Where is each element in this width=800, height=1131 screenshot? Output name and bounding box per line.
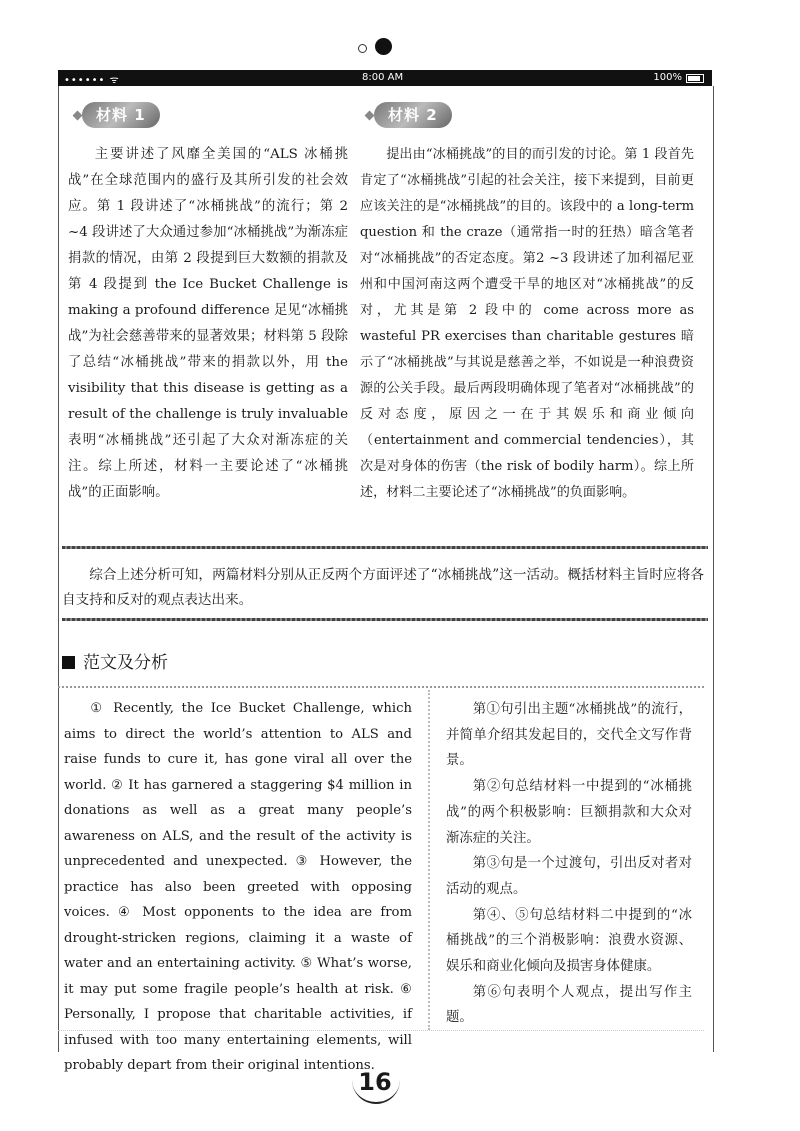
ring-icon <box>358 44 367 53</box>
material2-text: 提出由“冰桶挑战”的目的而引发的讨论。第 1 段首先肯定了“冰桶挑战”引起的社会关注，接下来提到，目前更应该关注的是“冰桶挑战”的目的。该段中的 a long-term question 和 the craze（通常指一时的狂热）暗含笔者对“冰桶挑战”的否定态度。第2 ~3 段讲述了加利福尼亚州和中国河南这两个遭受干旱的地区对“冰桶挑战”的反对，尤其是第 2 段中的 come across more as wasteful PR exercises than charitable gestures 暗示了“冰桶挑战”与其说是慈善之举，不如说是一种浪费资源的公关手段。最后两段明确体现了笔者对“冰桶挑战”的反对态度，原因之一在于其娱乐和商业倾向（entertainment and commercial tendencies），其次是对身体的伤害（the risk of bodily harm）。综上所述，材料二主要论述了“冰桶挑战”的负面影响。 <box>360 147 694 500</box>
material1-badge: 材料 1 <box>82 102 160 128</box>
signal-wifi-icon: •••••• ᯤ <box>64 75 120 86</box>
material2-column <box>360 102 694 506</box>
summary-text: 综合上述分析可知，两篇材料分别从正反两个方面评述了“冰桶挑战”这一活动。概括材料主旨时应将各自支持和反对的观点表达出来。 <box>62 567 704 608</box>
divider-top <box>62 546 708 549</box>
square-bullet-icon <box>62 656 75 669</box>
battery-percent: 100% <box>653 72 682 83</box>
battery-icon <box>686 74 704 83</box>
status-time: 8:00 AM <box>362 72 404 83</box>
essay-box-divider <box>428 690 430 1030</box>
material1-text: 主要讲述了风靡全美国的“ALS 冰桶挑战”在全球范围内的盛行及其所引发的社会效应。第 1 段讲述了“冰桶挑战”的流行；第 2 ~4 段讲述了大众通过参加“冰桶挑战”为渐冻症捐款的情况，由第 2 段提到巨大数额的捐款及第 4 段提到 the Ice Bucket Challenge is making a profound difference 足见“冰桶挑战”为社会慈善带来的显著效果；材料第 5 段除了总结“冰桶挑战”带来的捐款以外，用 the visibility that this disease is getting as a result of the challenge is truly invaluable 表明“冰桶挑战”还引起了大众对渐冻症的关注。综上所述，材料一主要论述了“冰桶挑战”的正面影响。 <box>68 147 348 500</box>
analysis-item: 第③句是一个过渡句，引出反对者对活动的观点。 <box>446 856 692 897</box>
section-title-text: 范文及分析 <box>83 653 168 673</box>
analysis-item: 第①句引出主题“冰桶挑战”的流行，并简单介绍其发起目的，交代全文写作背景。 <box>446 702 692 769</box>
material1-column <box>68 102 348 506</box>
analysis-item: 第②句总结材料一中提到的“冰桶挑战”的两个积极影响：巨额捐款和大众对渐冻症的关注。 <box>446 779 692 846</box>
model-essay: ① Recently, the Ice Bucket Challenge, which aims to direct the world’s attention to ALS and raise funds to cure it, has gone viral all over the world. ② It has garnered a staggering $4 million in donations as well as a great many people’s awareness on ALS, and the result of the activity is unprecedented and unexpected. ③ However, the practice has also been greeted with opposing voices. ④ Most opponents to the idea are from drought-stricken regions, claiming it a waste of water and an entertaining activity. ⑤ What’s worse, it may put some fragile people’s health at risk. ⑥ Personally, I propose that charitable activities, if infused with too many entertaining elements, will probably depart from their original intentions. <box>64 701 412 1073</box>
analysis-item: 第⑥句表明个人观点，提出写作主题。 <box>446 984 692 1026</box>
essay-box-top-border <box>58 686 704 688</box>
analysis-column <box>446 697 692 1031</box>
page-number: 16 <box>358 1068 392 1096</box>
material2-badge: 材料 2 <box>374 102 452 128</box>
status-bar <box>58 70 712 86</box>
divider-bottom <box>62 618 708 621</box>
section-title <box>62 648 168 673</box>
top-ornament <box>358 38 398 58</box>
dot-icon <box>375 38 392 55</box>
analysis-item: 第④、⑤句总结材料二中提到的“冰桶挑战”的三个消极影响：浪费水资源、娱乐和商业化倾向及损害身体健康。 <box>446 907 692 975</box>
